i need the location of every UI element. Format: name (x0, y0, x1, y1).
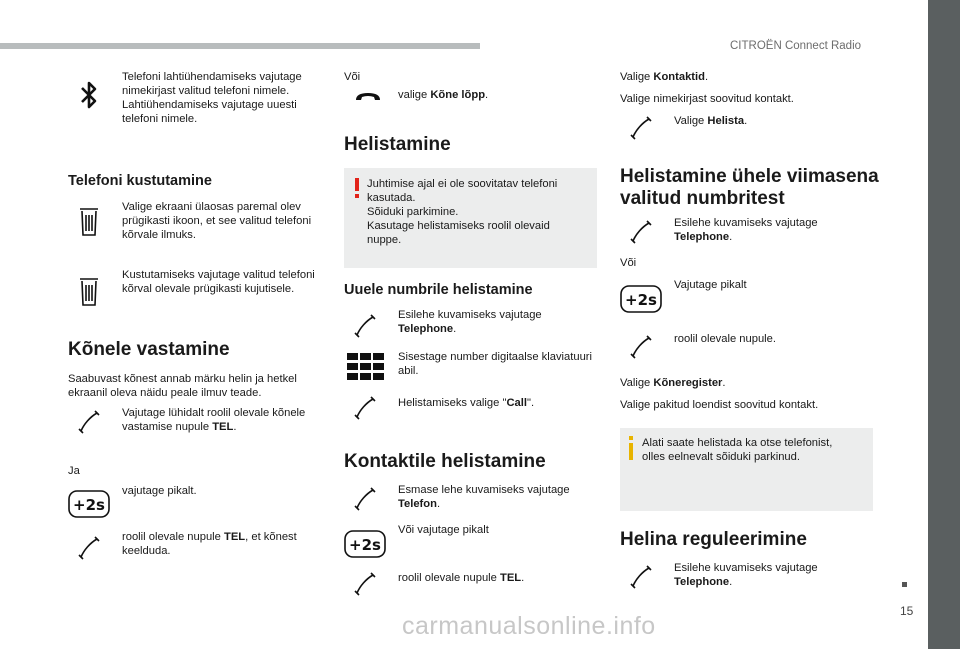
watermark: carmanualsonline.info (402, 612, 656, 640)
touch-icon (354, 487, 376, 511)
last-step-1: Esilehe kuvamiseks vajutage Telephone. (674, 217, 818, 243)
hold-2s-icon (620, 285, 662, 313)
touch-icon (354, 314, 376, 338)
bluetooth-icon (78, 78, 100, 112)
info-icon (628, 436, 634, 465)
trash-icon (78, 206, 100, 238)
contact-step-3: roolil olevale nupule TEL. (398, 572, 525, 584)
call-select: Valige Helista. (674, 115, 748, 127)
page-marker (902, 582, 907, 587)
ring-step-1: Esilehe kuvamiseks vajutage Telephone. (674, 562, 818, 588)
svg-text:+2s: +2s (349, 536, 381, 554)
new-step-1: Esilehe kuvamiseks vajutage Telephone. (398, 309, 542, 335)
touch-icon (354, 572, 376, 596)
select-register: Valige Kõneregister. (620, 377, 726, 389)
trash-icon (78, 276, 100, 308)
select-contacts: Valige Kontaktid. (620, 71, 709, 83)
warning-note (344, 168, 597, 268)
contact-step-1: Esmase lehe kuvamiseks vajutage Telefon. (398, 484, 570, 510)
touch-icon (630, 335, 652, 359)
touch-icon (354, 396, 376, 420)
hold-2s-icon (68, 490, 110, 518)
page-number: 15 (900, 604, 914, 618)
hold-2s-icon (344, 530, 386, 558)
delete-heading: Telefoni kustutamine (68, 173, 212, 189)
answer-step-2: vajutage pikalt. (122, 485, 197, 497)
phone-handset-icon (78, 536, 100, 560)
last-step-2: Vajutage pikalt (674, 279, 747, 291)
voi-label: Või (620, 257, 637, 269)
answer-heading: Kõnele vastamine (68, 339, 230, 360)
keypad-icon (347, 353, 385, 381)
warning-icon (354, 178, 360, 203)
svg-text:+2s: +2s (73, 496, 105, 514)
hang-up-icon (354, 90, 382, 104)
answer-step-1: Vajutage lühidalt roolil olevale kõnele vastamise nupule TEL. (122, 407, 306, 433)
select-contact-text: Valige nimekirjast soovitud kontakt. (620, 93, 794, 105)
contact-heading: Kontaktile helistamine (344, 451, 546, 472)
phone-handset-icon (78, 410, 100, 434)
new-number-heading: Uuele numbrile helistamine (344, 282, 533, 298)
bt-disconnect-text: Telefoni lahtiühendamiseks vajutage nimekirjast valitud telefoni nimele. Lahtiühendamiseks vajutage uuesti telefoni nimele. (122, 71, 302, 125)
info-text: Alati saate helistada ka otse telefonist, olles eelnevalt sõiduki parkinud. (642, 437, 833, 463)
voi-label: Või (344, 71, 361, 83)
delete-step-2: Kustutamiseks vajutage valitud telefoni kõrval olevale prügikasti kujutisele. (122, 269, 315, 295)
answer-intro: Saabuvast kõnest annab märku helin ja hetkel ekraanil oleva näidu peale ilmuv teade. (68, 373, 297, 399)
contact-step-2: Või vajutage pikalt (398, 524, 489, 536)
ringtone-heading: Helina reguleerimine (620, 529, 807, 550)
info-note (620, 428, 873, 511)
page-header: CITROËN Connect Radio (730, 40, 862, 52)
end-call-text: valige Kõne lõpp. (398, 89, 489, 101)
side-tab (928, 0, 960, 649)
top-rule (0, 43, 480, 49)
last-numbers-heading: Helistamine ühele viimasena valitud numbritest (620, 166, 879, 209)
svg-text:+2s: +2s (625, 291, 657, 309)
warning-text: Juhtimise ajal ei ole soovitatav telefoni kasutada. Sõiduki parkimine. Kasutage helistamiseks roolil olevaid nuppe. (367, 178, 558, 246)
ja-label: Ja (68, 465, 80, 477)
answer-step-3: roolil olevale nupule TEL, et kõnest keelduda. (122, 531, 297, 557)
call-heading: Helistamine (344, 134, 451, 155)
last-step-3: roolil olevale nupule. (674, 333, 776, 345)
touch-icon (630, 565, 652, 589)
register-select-text: Valige pakitud loendist soovitud kontakt. (620, 399, 819, 411)
new-step-3: Helistamiseks valige "Call". (398, 397, 535, 409)
new-step-2: Sisestage number digitaalse klaviatuuri abil. (398, 351, 593, 377)
delete-step-1: Valige ekraani ülaosas paremal olev prügikasti ikoon, et see valitud telefoni kõrvale ilmuks. (122, 201, 312, 241)
touch-icon (630, 116, 652, 140)
touch-icon (630, 220, 652, 244)
